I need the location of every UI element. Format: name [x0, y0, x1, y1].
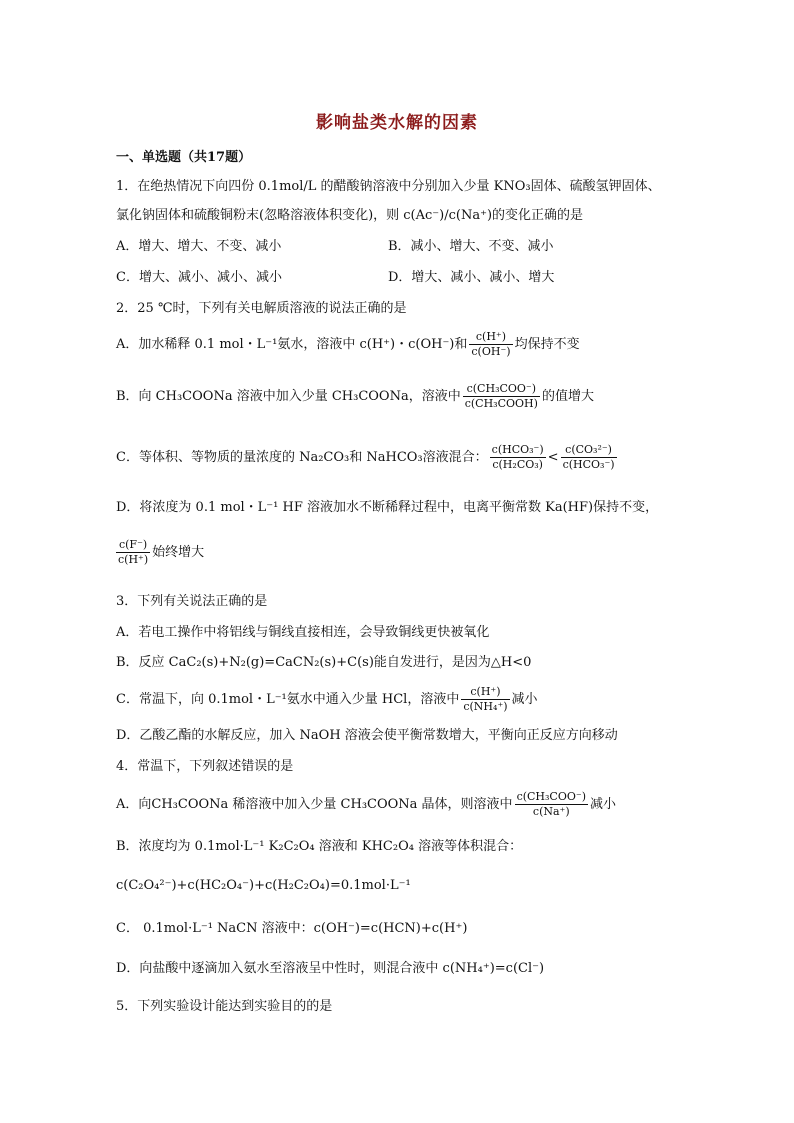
q2-option-a — [116, 330, 580, 359]
q2-b-suffix: 的值增大 — [541, 389, 594, 404]
q1-option-c: C．增大、减小、减小、减小 — [116, 270, 282, 285]
q2-c-numerator-2: c(CO₃²⁻) — [561, 443, 617, 458]
q4-option-b-line1: B．浓度均为 0.1mol·L⁻¹ K₂C₂O₄ 溶液和 KHC₂O₄ 溶液等体积混合： — [116, 839, 523, 854]
q4-stem: 4．常温下，下列叙述错误的是 — [116, 759, 294, 774]
q2-b-denominator: c(CH₃COOH) — [464, 397, 538, 410]
q2-stem: 2．25 ℃时，下列有关电解质溶液的说法正确的是 — [116, 301, 407, 316]
q2-option-b — [116, 382, 594, 411]
q2-option-d-line2 — [116, 538, 204, 567]
q3-option-d: D．乙酸乙酯的水解反应，加入 NaOH 溶液会使平衡常数增大，平衡向正反应方向移动 — [116, 728, 618, 743]
q2-c-numerator-1: c(HCO₃⁻) — [491, 443, 544, 456]
q4-a-denominator: c(Na⁺) — [532, 805, 570, 818]
q1-stem-line1: 1．在绝热情况下向四份 0.1mol/L 的醋酸钠溶液中分别加入少量 KNO₃固体、硫酸氢钾固体、 — [116, 179, 661, 194]
q3-c-suffix: 减小 — [511, 692, 538, 707]
q2-b-text: B．向 CH₃COONa 溶液中加入少量 CH₃COONa，溶液中 — [116, 389, 461, 404]
q4-a-text: A．向CH₃COONa 稀溶液中加入少量 CH₃COONa 晶体，则溶液中 — [116, 797, 513, 812]
q2-c-fraction-1 — [490, 443, 546, 472]
q4-option-d: D．向盐酸中逐滴加入氨水至溶液呈中性时，则混合液中 c(NH₄⁺)=c(Cl⁻) — [116, 961, 545, 976]
q2-d-denominator: c(H⁺) — [118, 553, 149, 566]
q2-d-numerator: c(F⁻) — [116, 538, 150, 553]
q2-b-fraction — [463, 382, 540, 411]
q1-stem-line2: 氯化钠固体和硫酸铜粉末(忽略溶液体积变化)，则 c(Ac⁻)/c(Na⁺)的变化正确的是 — [116, 208, 584, 223]
q2-a-fraction — [469, 330, 512, 359]
q4-a-suffix: 减小 — [589, 797, 616, 812]
q1-option-b: B．减小、增大、不变、减小 — [388, 239, 554, 254]
q2-c-denominator-2: c(HCO₃⁻) — [562, 458, 615, 471]
q4-a-fraction — [515, 790, 588, 819]
page-title: 影响盐类水解的因素 — [316, 113, 478, 133]
q2-option-c — [116, 443, 619, 472]
q3-option-b: B．反应 CaC₂(s)+N₂(g)=CaCN₂(s)+C(s)能自发进行，是因为△H<0 — [116, 655, 532, 670]
q3-option-c — [116, 685, 538, 714]
q2-c-text: C．等体积、等物质的量浓度的 Na₂CO₃和 NaHCO₃溶液混合： — [116, 450, 488, 465]
q2-a-denominator: c(OH⁻) — [471, 345, 511, 358]
q3-c-fraction — [461, 685, 509, 714]
q2-a-numerator: c(H⁺) — [469, 330, 512, 345]
q3-c-numerator: c(H⁺) — [461, 685, 509, 700]
q2-d-suffix: 始终增大 — [152, 545, 205, 560]
q2-a-text: A．加水稀释 0.1 mol・L⁻¹氨水，溶液中 c(H⁺)・c(OH⁻)和 — [116, 337, 468, 352]
q1-option-d: D．增大、减小、减小、增大 — [388, 270, 555, 285]
q4-option-a — [116, 790, 616, 819]
q2-d-fraction — [116, 538, 150, 567]
q2-c-fraction-2 — [561, 443, 617, 472]
q4-option-b-line2: c(C₂O₄²⁻)+c(HC₂O₄⁻)+c(H₂C₂O₄)=0.1mol·L⁻¹ — [116, 878, 411, 893]
q3-c-denominator: c(NH₄⁺) — [463, 700, 508, 713]
q4-a-numerator: c(CH₃COO⁻) — [516, 790, 586, 803]
section-heading: 一、单选题（共17题） — [116, 150, 252, 165]
q2-c-denominator-1: c(H₂CO₃) — [492, 458, 543, 471]
q2-b-numerator: c(CH₃COO⁻) — [463, 382, 540, 397]
q2-option-d-line1: D．将浓度为 0.1 mol・L⁻¹ HF 溶液加水不断稀释过程中，电离平衡常数 Ka(HF)保持不变， — [116, 500, 659, 515]
q2-c-less-than: < — [547, 450, 559, 465]
q3-c-text: C．常温下，向 0.1mol・L⁻¹氨水中通入少量 HCl，溶液中 — [116, 692, 460, 707]
q3-option-a: A．若电工操作中将铝线与铜线直接相连，会导致铜线更快被氧化 — [116, 625, 490, 640]
q2-a-suffix: 均保持不变 — [514, 337, 580, 352]
q5-stem: 5．下列实验设计能达到实验目的的是 — [116, 999, 333, 1014]
q3-stem: 3．下列有关说法正确的是 — [116, 594, 268, 609]
q4-option-c: C． 0.1mol·L⁻¹ NaCN 溶液中：c(OH⁻)=c(HCN)+c(H⁺) — [116, 921, 468, 936]
q1-option-a: A．增大、增大、不变、减小 — [116, 239, 282, 254]
